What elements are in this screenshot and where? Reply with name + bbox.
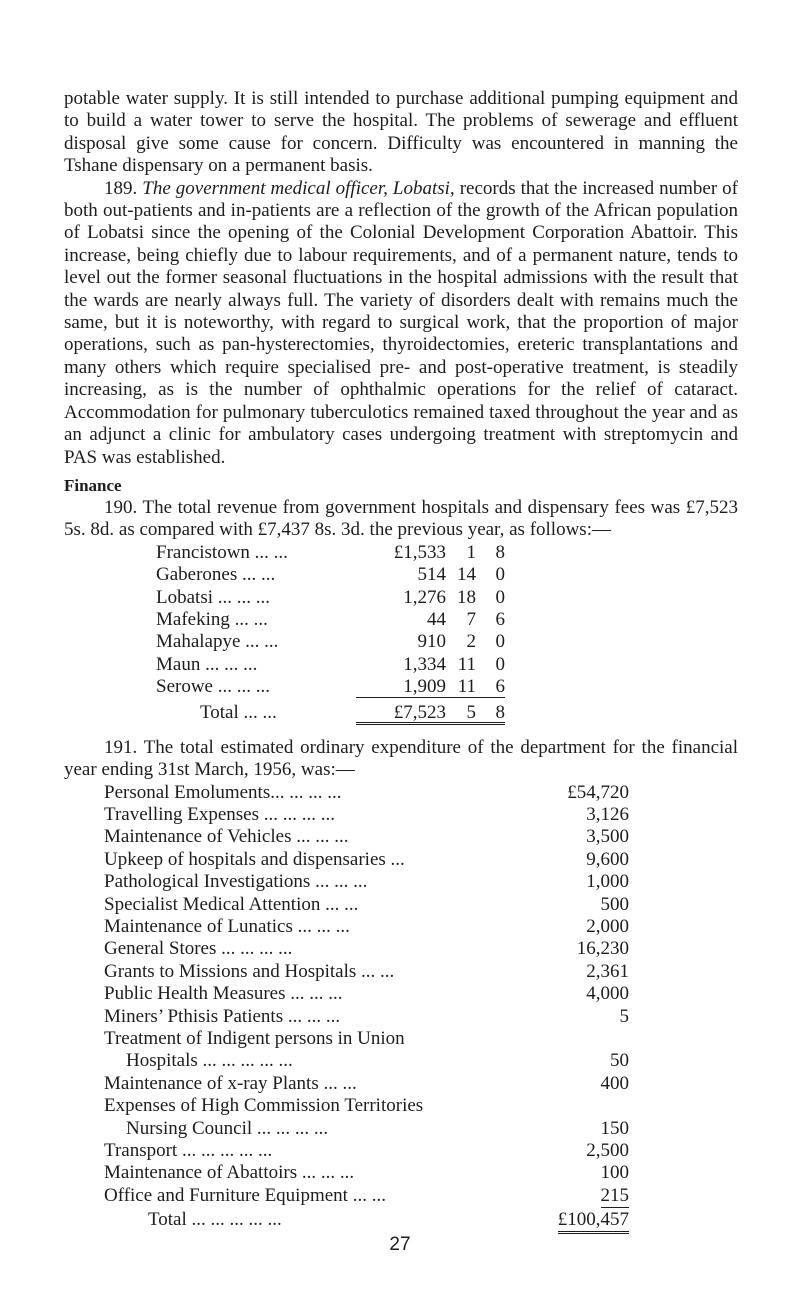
- revenue-shillings: 11: [446, 676, 476, 698]
- expenditure-value-cell: [539, 849, 629, 871]
- expenditure-item: Transport ... ... ... ... ...: [104, 1139, 273, 1161]
- paragraph-190: 190. The total revenue from government hospitals and dispensary fees was £7,523 5s. 8d. as compared with £7,437 8s. 3d. the previous year, as follows:—: [64, 496, 738, 541]
- expenditure-value-cell: [539, 1185, 629, 1207]
- revenue-pounds: 44: [427, 608, 446, 630]
- expenditure-item: Personal Emoluments... ... ... ...: [104, 781, 342, 803]
- revenue-pence: 0: [495, 653, 505, 675]
- revenue-total-label: Total ... ...: [200, 702, 277, 724]
- revenue-station: Mahalapye ... ...: [156, 631, 279, 653]
- italic-phrase: The government medical officer, Lobatsi,: [142, 177, 455, 199]
- table-total-row: [156, 702, 738, 724]
- table-row: [104, 826, 629, 848]
- expenditure-value: 400: [600, 1072, 629, 1094]
- expenditure-value-cell: [539, 871, 629, 893]
- page-number: 27: [389, 1234, 411, 1255]
- expenditure-value: £54,720: [567, 781, 629, 803]
- expenditure-value: 1,000: [586, 871, 629, 893]
- table-row: [104, 804, 629, 826]
- expenditure-value: 150: [600, 1117, 629, 1139]
- revenue-shillings: 7: [466, 608, 476, 630]
- expenditure-value: 50: [610, 1050, 629, 1072]
- expenditure-value: 3,500: [586, 826, 629, 848]
- table-row: [104, 961, 629, 983]
- table-row: [104, 1185, 629, 1207]
- expenditure-item: Miners’ Pthisis Patients ... ... ...: [104, 1005, 341, 1027]
- expenditure-value-cell: [539, 938, 629, 960]
- table-row: [156, 587, 738, 609]
- revenue-pence: 8: [495, 541, 505, 563]
- expenditure-value-cell: [539, 804, 629, 826]
- revenue-total-pence: 8: [476, 702, 505, 724]
- revenue-pounds: 1,334: [403, 653, 446, 675]
- revenue-pounds: 514: [417, 564, 446, 586]
- expenditure-item: Upkeep of hospitals and dispensaries ...: [104, 848, 405, 870]
- expenditure-item: Maintenance of Lunatics ... ... ...: [104, 916, 350, 937]
- expenditure-value-cell: [539, 1028, 629, 1050]
- expenditure-item: Treatment of Indigent persons in Union: [104, 1027, 405, 1049]
- table-row: [104, 782, 629, 804]
- revenue-total-pounds: £7,523: [356, 702, 446, 724]
- revenue-table: [156, 542, 738, 725]
- expenditure-item: Pathological Investigations ... ... ...: [104, 871, 368, 893]
- table-row: [156, 564, 738, 586]
- expenditure-value-cell: [539, 1073, 629, 1095]
- expenditure-value: 215: [601, 1185, 630, 1208]
- table-row: [156, 631, 738, 653]
- expenditure-value-cell: [539, 1006, 629, 1028]
- revenue-shillings: 2: [466, 631, 476, 653]
- expenditure-item: Maintenance of Vehicles ... ... ...: [104, 826, 349, 848]
- revenue-pence: 0: [495, 564, 505, 586]
- expenditure-value: 3,126: [586, 804, 629, 826]
- table-row: [104, 1140, 629, 1162]
- table-row: [104, 871, 629, 893]
- revenue-shillings: 1: [466, 541, 476, 563]
- expenditure-value: 100: [600, 1162, 629, 1184]
- revenue-shillings: 11: [457, 653, 476, 675]
- expenditure-value: 500: [600, 893, 629, 915]
- expenditure-value-cell: [539, 983, 629, 1005]
- table-row: [104, 1095, 629, 1117]
- expenditure-value: 9,600: [586, 848, 629, 870]
- revenue-station: Serowe ... ... ...: [156, 676, 270, 698]
- table-row: [156, 676, 738, 698]
- expenditure-item: Expenses of High Commission Territories: [104, 1095, 424, 1117]
- expenditure-value: 2,000: [586, 916, 629, 937]
- revenue-shillings: 18: [457, 586, 476, 608]
- revenue-pence: 6: [476, 676, 505, 698]
- table-row: [156, 609, 738, 631]
- table-row: [104, 894, 629, 916]
- table-row: [104, 1006, 629, 1028]
- table-row: [104, 938, 629, 960]
- revenue-station: Gaberones ... ...: [156, 564, 276, 586]
- expenditure-item: Maintenance of x-ray Plants ... ...: [104, 1072, 357, 1094]
- expenditure-item: Office and Furniture Equipment ... ...: [104, 1184, 386, 1206]
- expenditure-value-cell: [539, 894, 629, 916]
- expenditure-total-value: £100,457: [558, 1209, 629, 1234]
- expenditure-value-cell: [539, 1162, 629, 1184]
- expenditure-table: [104, 782, 629, 1232]
- table-total-row: [104, 1209, 629, 1231]
- expenditure-item: Specialist Medical Attention ... ...: [104, 893, 359, 915]
- revenue-pence: 6: [495, 608, 505, 630]
- revenue-station: Mafeking ... ...: [156, 608, 268, 630]
- expenditure-value-cell: [539, 916, 629, 938]
- expenditure-item: General Stores ... ... ... ...: [104, 938, 293, 960]
- expenditure-value-cell: [539, 826, 629, 848]
- expenditure-value-cell: [539, 961, 629, 983]
- expenditure-item: Travelling Expenses ... ... ... ...: [104, 804, 335, 826]
- paragraph-191: 191. The total estimated ordinary expenditure of the department for the financial year ending 31st March, 1956, was:—: [64, 736, 738, 781]
- expenditure-value: 2,361: [586, 960, 629, 982]
- table-row: [104, 849, 629, 871]
- revenue-station: Francistown ... ...: [156, 541, 288, 563]
- expenditure-value-cell: [539, 1140, 629, 1162]
- expenditure-value: 2,500: [586, 1139, 629, 1161]
- expenditure-total-label: Total ... ... ... ... ...: [148, 1209, 282, 1231]
- table-row: [104, 983, 629, 1005]
- expenditure-total-cell: [539, 1209, 629, 1231]
- table-row: [156, 542, 738, 564]
- revenue-station: Maun ... ... ...: [156, 653, 258, 675]
- expenditure-item: Grants to Missions and Hospitals ... ...: [104, 960, 395, 982]
- section-heading-finance: Finance: [64, 475, 122, 495]
- table-row: [104, 1050, 629, 1072]
- revenue-pounds: 1,276: [403, 586, 446, 608]
- revenue-station: Lobatsi ... ... ...: [156, 586, 270, 608]
- expenditure-value-cell: [539, 1118, 629, 1140]
- revenue-pounds: 1,909: [356, 676, 446, 698]
- expenditure-item: Nursing Council ... ... ... ...: [126, 1117, 329, 1139]
- revenue-pence: 0: [495, 631, 505, 653]
- expenditure-item: Public Health Measures ... ... ...: [104, 983, 343, 1005]
- revenue-pounds: £1,533: [393, 541, 446, 563]
- revenue-pence: 0: [495, 586, 505, 608]
- expenditure-value: 4,000: [586, 983, 629, 1005]
- table-row: [156, 654, 738, 676]
- revenue-total-shillings: 5: [446, 702, 476, 724]
- paragraph-189: [64, 178, 738, 469]
- expenditure-value-cell: [539, 1095, 629, 1117]
- revenue-pounds: 910: [417, 631, 446, 653]
- table-row: [104, 916, 629, 938]
- expenditure-item: Maintenance of Abattoirs ... ... ...: [104, 1162, 355, 1184]
- revenue-shillings: 14: [457, 564, 476, 586]
- expenditure-value: 5: [619, 1005, 629, 1027]
- paragraph-number: 189.: [104, 177, 138, 199]
- expenditure-value: 16,230: [576, 938, 629, 960]
- table-row: [104, 1118, 629, 1140]
- paragraph-text: records that the increased number of both out-patients and in-patients are a reflection of the growth of the African population of Lobatsi since the opening of the Colonial Development Corporation Abattoir. This increase, being chiefly due to labour requirements, and of a permanent nature, tends to level out the former seasonal fluctuations in the hospital admissions with the result that the wards are nearly always full. The variety of disorders dealt with remains much the same, but it is noteworthy, with regard to surgical work, that the proportion of major operations, such as pan-hysterectomies, thyroidectomies, ereteric transplantations and many others which require specialised pre- and post-operative treatment, is steadily increasing, as is the number of ophthalmic operations for the relief of cataract. Accommodation for pulmonary tuberculotics remained taxed throughout the year and as an adjunct a clinic for ambulatory cases undergoing treatment with streptomycin and PAS was established.: [64, 177, 738, 468]
- expenditure-value-cell: [539, 1050, 629, 1072]
- table-row: [104, 1162, 629, 1184]
- table-row: [104, 1073, 629, 1095]
- document-page: [64, 88, 738, 1231]
- expenditure-item: Hospitals ... ... ... ... ...: [126, 1050, 293, 1072]
- paragraph-continuation: potable water supply. It is still intended to purchase additional pumping equipment and to build a water tower to serve the hospital. The problems of sewerage and effluent disposal give some cause for concern. Difficulty was encountered in manning the Tshane dispensary on a permanent basis.: [64, 88, 738, 177]
- table-row: [104, 1028, 629, 1050]
- expenditure-value-cell: [539, 782, 629, 804]
